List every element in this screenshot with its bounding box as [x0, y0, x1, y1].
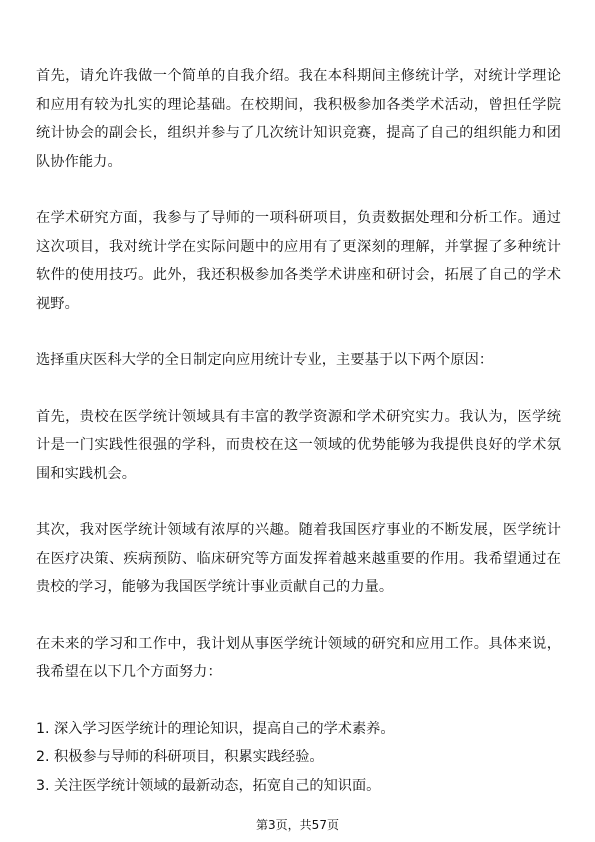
- paragraph-gap: [36, 176, 561, 204]
- list-item: 2. 积极参与导师的科研项目，积累实践经验。: [36, 749, 324, 765]
- paragraph-reason-two: 其次，我对医学统计领域有浓厚的兴趣。随着我国医疗事业的不断发展，医学统计在医疗决策、疾病预防、临床研究等方面发挥着越来越重要的作用。我希望通过在贵校的学习，能够为我国医学统计事业贡献自己的力量。: [36, 522, 561, 595]
- paragraph-gap: [36, 488, 561, 516]
- plan-list: [36, 715, 561, 801]
- paragraph-future-plan: 在未来的学习和工作中，我计划从事医学统计领域的研究和应用工作。具体来说，我希望在以下几个方面努力：: [36, 635, 561, 680]
- paragraph-gap: [36, 375, 561, 403]
- list-item: 3. 关注医学统计领域的最新动态，拓宽自己的知识面。: [36, 777, 381, 794]
- paragraph-gap: [36, 687, 561, 715]
- paragraph-gap: [36, 602, 561, 630]
- paragraph-reason-intro: 选择重庆医科大学的全日制定向应用统计专业，主要基于以下两个原因：: [36, 352, 494, 368]
- paragraph-research: 在学术研究方面，我参与了导师的一项科研项目，负责数据处理和分析工作。通过这次项目，我对统计学在实际问题中的应用有了更深刻的理解，并掌握了多种统计软件的使用技巧。此外，我还积极参加各类学术讲座和研讨会，拓展了自己的学术视野。: [36, 210, 561, 312]
- page-number-footer: 第3页，共57页: [256, 818, 339, 832]
- paragraph-gap: [36, 318, 561, 346]
- document-body: [36, 62, 561, 800]
- paragraph-self-intro: 首先，请允许我做一个简单的自我介绍。我在本科期间主修统计学，对统计学理论和应用有较为扎实的理论基础。在校期间，我积极参加各类学术活动，曾担任学院统计协会的副会长，组织并参与了几次统计知识竞赛，提高了自己的组织能力和团队协作能力。: [36, 68, 561, 170]
- paragraph-reason-one: 首先，贵校在医学统计领域具有丰富的教学资源和学术研究实力。我认为，医学统计是一门实践性很强的学科，而贵校在这一领域的优势能够为我提供良好的学术氛围和实践机会。: [36, 408, 561, 482]
- list-item: 1. 深入学习医学统计的理论知识，提高自己的学术素养。: [36, 720, 395, 737]
